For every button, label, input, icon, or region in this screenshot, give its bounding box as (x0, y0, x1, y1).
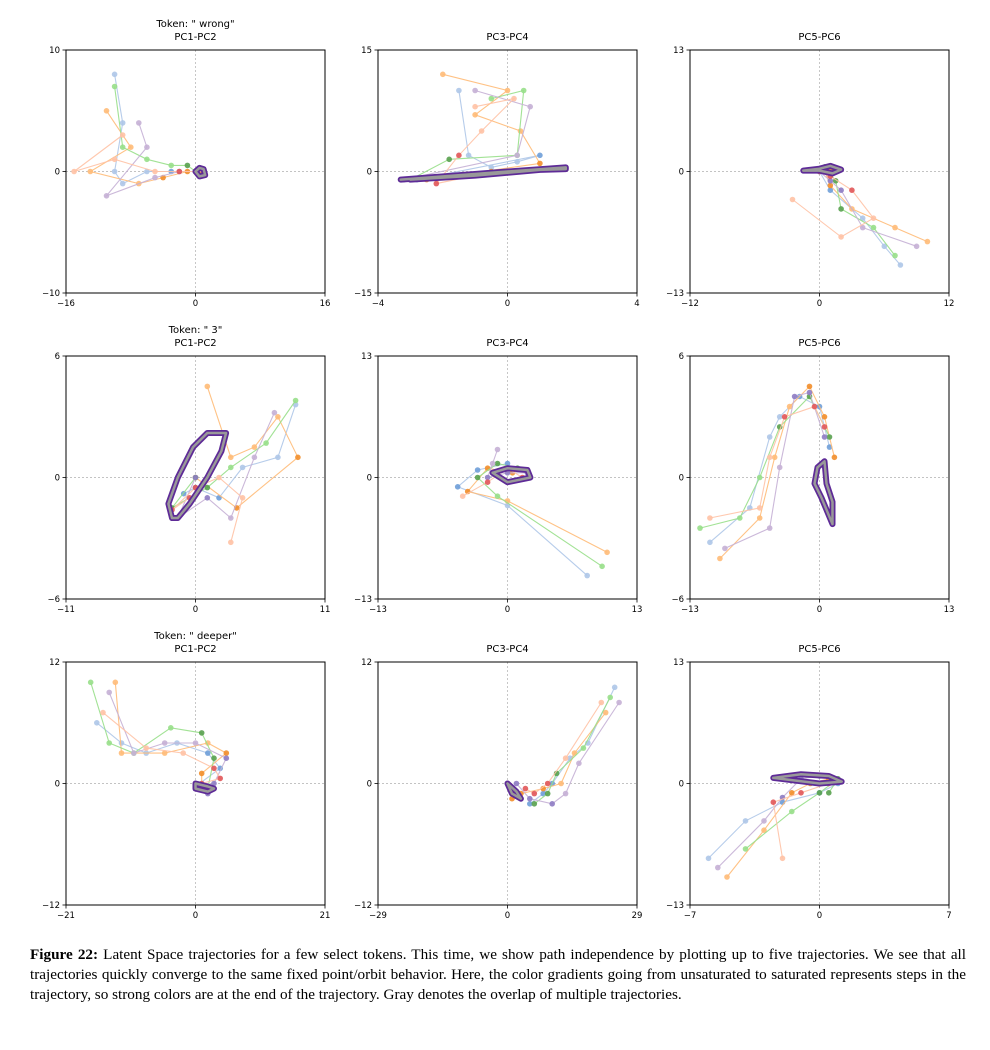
panel-title: PC1-PC2 (174, 32, 217, 43)
trajectory-point (581, 745, 587, 751)
y-tick-label: 15 (361, 46, 372, 56)
trajectory-point (514, 781, 520, 787)
trajectory-point (456, 153, 462, 159)
trajectory-point (434, 181, 440, 187)
trajectory-point (612, 685, 618, 691)
trajectory-line (718, 776, 820, 868)
trajectory-point (495, 461, 501, 467)
trajectory-point (616, 700, 622, 706)
y-tick-label: 13 (361, 352, 372, 362)
y-tick-label: −13 (666, 289, 684, 299)
trajectory-point (697, 525, 703, 531)
trajectory-point (71, 169, 77, 175)
trajectory-point (119, 740, 125, 746)
panel-title: PC3-PC4 (486, 338, 529, 349)
trajectory-point (131, 750, 137, 756)
trajectory-point (807, 384, 813, 390)
trajectory-point (838, 234, 844, 240)
y-tick-label: 0 (678, 779, 684, 790)
trajectory-point (822, 434, 828, 440)
trajectory-point (523, 786, 529, 792)
trajectory-line (525, 703, 601, 794)
trajectory-point (706, 856, 712, 862)
x-tick-label: 11 (319, 605, 331, 615)
trajectory-point (892, 253, 898, 259)
trajectory-point (162, 740, 168, 746)
x-tick-label: −21 (57, 911, 75, 921)
trajectory-point (112, 84, 118, 90)
panel-r2-pc1-pc2 (47, 325, 330, 615)
trajectory-line (710, 397, 830, 543)
panel-r1-pc1-pc2 (42, 19, 330, 309)
trajectory-point (722, 546, 728, 552)
trajectory-point (216, 475, 222, 481)
trajectory-point (144, 157, 150, 163)
token-label: Token: " deeper" (154, 631, 237, 642)
y-tick-label: 0 (678, 167, 684, 178)
y-tick-label: 0 (54, 167, 60, 178)
y-tick-label: −15 (354, 289, 372, 299)
trajectory-point (767, 434, 773, 440)
y-tick-label: −12 (42, 901, 60, 911)
trajectory-point (563, 755, 569, 761)
x-tick-label: 7 (946, 911, 952, 921)
x-tick-label: 16 (319, 299, 331, 309)
trajectory-point (717, 556, 723, 562)
caption-text: Latent Space trajectories for a few select tokens. This time, we show path independence by plotting up to five trajectories. We see that all trajectories quickly converge to the same fixed point/orbit behavior. Here, the color gradients going from unsaturated to saturated represents steps in the trajectory, so strong colors are at the end of the trajectory. Gray denotes the overlap of multiple trajectories. (30, 946, 966, 1003)
trajectory-point (119, 750, 125, 756)
trajectory-line (196, 386, 298, 508)
trajectory-point (485, 479, 491, 485)
y-tick-label: 0 (54, 779, 60, 790)
trajectory-point (224, 755, 230, 761)
trajectory-point (871, 215, 877, 221)
panel-r2-pc3-pc4 (354, 338, 642, 615)
trajectory-point (707, 540, 713, 546)
trajectory-point (112, 157, 118, 163)
y-tick-label: 0 (366, 167, 372, 178)
y-tick-label: −13 (354, 595, 372, 605)
trajectory-point (925, 239, 931, 245)
trajectory-point (527, 104, 533, 110)
trajectory-point (545, 791, 551, 797)
trajectory-point (563, 791, 569, 797)
trajectory-point (771, 799, 777, 805)
trajectory-point (88, 680, 94, 686)
trajectory-point (180, 750, 186, 756)
trajectory-point (558, 781, 564, 787)
trajectory-point (532, 791, 538, 797)
x-tick-label: 12 (943, 299, 955, 309)
trajectory-point (817, 790, 823, 796)
panel-r3-pc5-pc6 (666, 644, 952, 921)
trajectory-point (599, 700, 605, 706)
panel-r3-pc3-pc4 (354, 644, 642, 921)
trajectory-point (780, 856, 786, 862)
trajectory-point (455, 484, 461, 490)
trajectory-point (475, 475, 481, 481)
trajectory-point (113, 680, 119, 686)
trajectory-line (404, 91, 530, 180)
trajectory-point (849, 187, 855, 193)
trajectory-point (576, 761, 582, 767)
trajectory-point (228, 515, 234, 521)
trajectory-point (440, 72, 446, 78)
trajectory-point (224, 750, 230, 756)
trajectory-point (252, 444, 258, 450)
trajectory-point (737, 515, 743, 521)
x-tick-label: −13 (681, 605, 699, 615)
trajectory-point (761, 818, 767, 824)
trajectory-point (128, 144, 134, 150)
trajectory-point (792, 394, 798, 400)
trajectory-point (252, 455, 258, 461)
trajectory-point (199, 730, 205, 736)
trajectory-point (275, 455, 281, 461)
trajectory-point (143, 745, 149, 751)
trajectory-point (217, 776, 223, 782)
trajectory-point (715, 865, 721, 871)
x-tick-label: −16 (57, 299, 75, 309)
trajectory-point (537, 153, 543, 159)
y-tick-label: 0 (366, 473, 372, 484)
trajectory-point (822, 424, 828, 430)
x-tick-label: 0 (816, 605, 823, 615)
x-tick-label: 0 (504, 605, 511, 615)
trajectory-point (505, 88, 511, 94)
x-tick-label: −29 (369, 911, 387, 921)
trajectory-line (725, 393, 825, 549)
trajectory-point (743, 818, 749, 824)
y-tick-label: −12 (354, 901, 372, 911)
trajectory-point (104, 193, 110, 199)
x-tick-label: 0 (192, 605, 199, 615)
trajectory-point (193, 475, 199, 481)
trajectory-point (211, 766, 217, 772)
trajectory-point (199, 771, 205, 777)
trajectory-line (74, 135, 204, 172)
trajectory-point (495, 447, 501, 453)
trajectory-point (293, 398, 299, 404)
trajectory-point (456, 88, 462, 94)
trajectory-point (537, 161, 543, 167)
panel-title: PC1-PC2 (174, 338, 217, 349)
trajectory-point (549, 801, 555, 807)
trajectory-point (743, 846, 749, 852)
caption-label: Figure 22: (30, 946, 99, 963)
trajectory-point (757, 505, 763, 511)
trajectory-point (511, 96, 517, 102)
trajectory-point (604, 550, 610, 556)
trajectory-point (777, 465, 783, 471)
trajectory-point (144, 144, 150, 150)
trajectory-point (295, 455, 301, 461)
panel-r1-pc5-pc6 (666, 32, 954, 309)
trajectory-point (185, 163, 191, 169)
trajectory-point (152, 169, 158, 175)
y-tick-label: 6 (678, 352, 684, 362)
trajectory-point (518, 128, 524, 134)
panel-r2-pc5-pc6 (671, 338, 954, 615)
trajectory-point (838, 187, 844, 193)
panel-title: PC5-PC6 (798, 644, 841, 655)
trajectory-point (489, 96, 495, 102)
trajectory-point (838, 206, 844, 212)
trajectory-point (782, 414, 788, 420)
trajectory-point (532, 801, 538, 807)
panel-r1-pc3-pc4 (354, 32, 640, 309)
trajectory-point (106, 690, 112, 696)
y-tick-label: −13 (666, 901, 684, 911)
trajectory-point (88, 169, 94, 175)
trajectory-point (472, 112, 478, 118)
trajectory-point (898, 262, 904, 268)
y-tick-label: 12 (361, 658, 372, 668)
trajectory-point (152, 175, 158, 181)
y-tick-label: 6 (54, 352, 60, 362)
trajectory-point (472, 104, 478, 110)
x-tick-label: 13 (631, 605, 643, 615)
x-tick-label: 0 (192, 299, 199, 309)
trajectory-point (767, 525, 773, 531)
panel-title: PC3-PC4 (486, 32, 529, 43)
panel-title: PC5-PC6 (798, 32, 841, 43)
trajectory-point (193, 740, 199, 746)
x-tick-label: −4 (371, 299, 385, 309)
trajectory-point (460, 493, 466, 499)
x-tick-label: 0 (816, 299, 823, 309)
trajectory-line (700, 397, 830, 529)
trajectory-line (512, 713, 606, 799)
trajectory-point (240, 495, 246, 501)
x-tick-label: −7 (683, 911, 697, 921)
trajectory-point (514, 153, 520, 159)
y-tick-label: 0 (678, 473, 684, 484)
y-tick-label: 0 (54, 473, 60, 484)
trajectory-point (168, 725, 174, 731)
trajectory-point (599, 564, 605, 570)
trajectory-point (707, 515, 713, 521)
y-tick-label: 13 (673, 46, 684, 56)
x-tick-label: 4 (634, 299, 640, 309)
trajectory-point (822, 414, 828, 420)
y-tick-label: −6 (671, 595, 684, 605)
y-tick-label: −10 (42, 289, 60, 299)
trajectory-point (757, 515, 763, 521)
trajectory-point (812, 404, 818, 410)
panel-title: PC3-PC4 (486, 644, 529, 655)
trajectory-point (545, 781, 551, 787)
x-tick-label: 0 (192, 911, 199, 921)
panel-r3-pc1-pc2 (42, 631, 330, 921)
trajectory-point (475, 467, 481, 473)
trajectory-point (914, 244, 920, 250)
token-label: Token: " wrong" (156, 19, 235, 30)
trajectory-point (120, 144, 126, 150)
trajectory-point (790, 197, 796, 203)
trajectory-line (516, 703, 619, 804)
x-tick-label: 13 (943, 605, 955, 615)
trajectory-line (115, 87, 204, 172)
panel-title: PC5-PC6 (798, 338, 841, 349)
trajectory-point (120, 132, 126, 138)
trajectory-line (478, 464, 602, 567)
trajectory-line (710, 407, 825, 518)
panel-title: PC1-PC2 (174, 644, 217, 655)
trajectory-point (495, 493, 501, 499)
trajectory-point (472, 88, 478, 94)
x-tick-label: 21 (319, 911, 331, 921)
trajectory-point (466, 153, 472, 159)
trajectory-point (798, 790, 804, 796)
trajectory-point (136, 120, 142, 126)
y-tick-label: 0 (366, 779, 372, 790)
trajectory-point (826, 790, 832, 796)
trajectory-point (228, 455, 234, 461)
trajectory-point (521, 88, 527, 94)
trajectory-point (168, 163, 174, 169)
trajectory-point (789, 809, 795, 815)
trajectory-point (832, 455, 838, 461)
trajectory-point (112, 169, 118, 175)
trajectory-line (115, 682, 226, 788)
trajectory-point (211, 755, 217, 761)
trajectory-point (240, 465, 246, 471)
figure-caption (30, 945, 966, 1005)
x-tick-label: −13 (369, 605, 387, 615)
trajectory-point (205, 495, 211, 501)
trajectory-point (228, 465, 234, 471)
trajectory-point (490, 461, 496, 467)
y-tick-label: 13 (673, 658, 684, 668)
trajectory-point (871, 225, 877, 231)
trajectory-point (772, 455, 778, 461)
y-tick-label: −6 (47, 595, 60, 605)
trajectory-point (892, 225, 898, 231)
trajectory-point (263, 440, 269, 446)
trajectory-point (120, 120, 126, 126)
x-tick-label: −12 (681, 299, 699, 309)
trajectory-point (514, 159, 520, 165)
trajectory-point (177, 169, 183, 175)
trajectory-point (584, 573, 590, 579)
y-tick-label: 12 (49, 658, 60, 668)
trajectory-point (112, 72, 118, 78)
trajectory-point (94, 720, 100, 726)
trajectory-point (527, 796, 533, 802)
trajectory-point (807, 390, 813, 396)
trajectory-point (607, 695, 613, 701)
trajectory-point (100, 710, 106, 716)
trajectory-point (777, 414, 783, 420)
token-label: Token: " 3" (168, 325, 223, 336)
trajectory-point (228, 540, 234, 546)
trajectory-point (104, 108, 110, 114)
trajectory-point (205, 384, 211, 390)
trajectory-point (205, 750, 211, 756)
trajectory-point (106, 740, 112, 746)
trajectory-point (827, 434, 833, 440)
trajectory-point (272, 410, 278, 416)
trajectory-point (479, 128, 485, 134)
trajectory-point (120, 181, 126, 187)
trajectory-point (757, 475, 763, 481)
x-tick-label: 29 (631, 911, 643, 921)
x-tick-label: −11 (57, 605, 75, 615)
trajectory-point (446, 157, 452, 163)
x-tick-label: 0 (504, 299, 511, 309)
y-tick-label: 10 (49, 46, 60, 56)
x-tick-label: 0 (816, 911, 823, 921)
trajectory-point (767, 455, 773, 461)
trajectory-point (724, 874, 730, 880)
x-tick-label: 0 (504, 911, 511, 921)
